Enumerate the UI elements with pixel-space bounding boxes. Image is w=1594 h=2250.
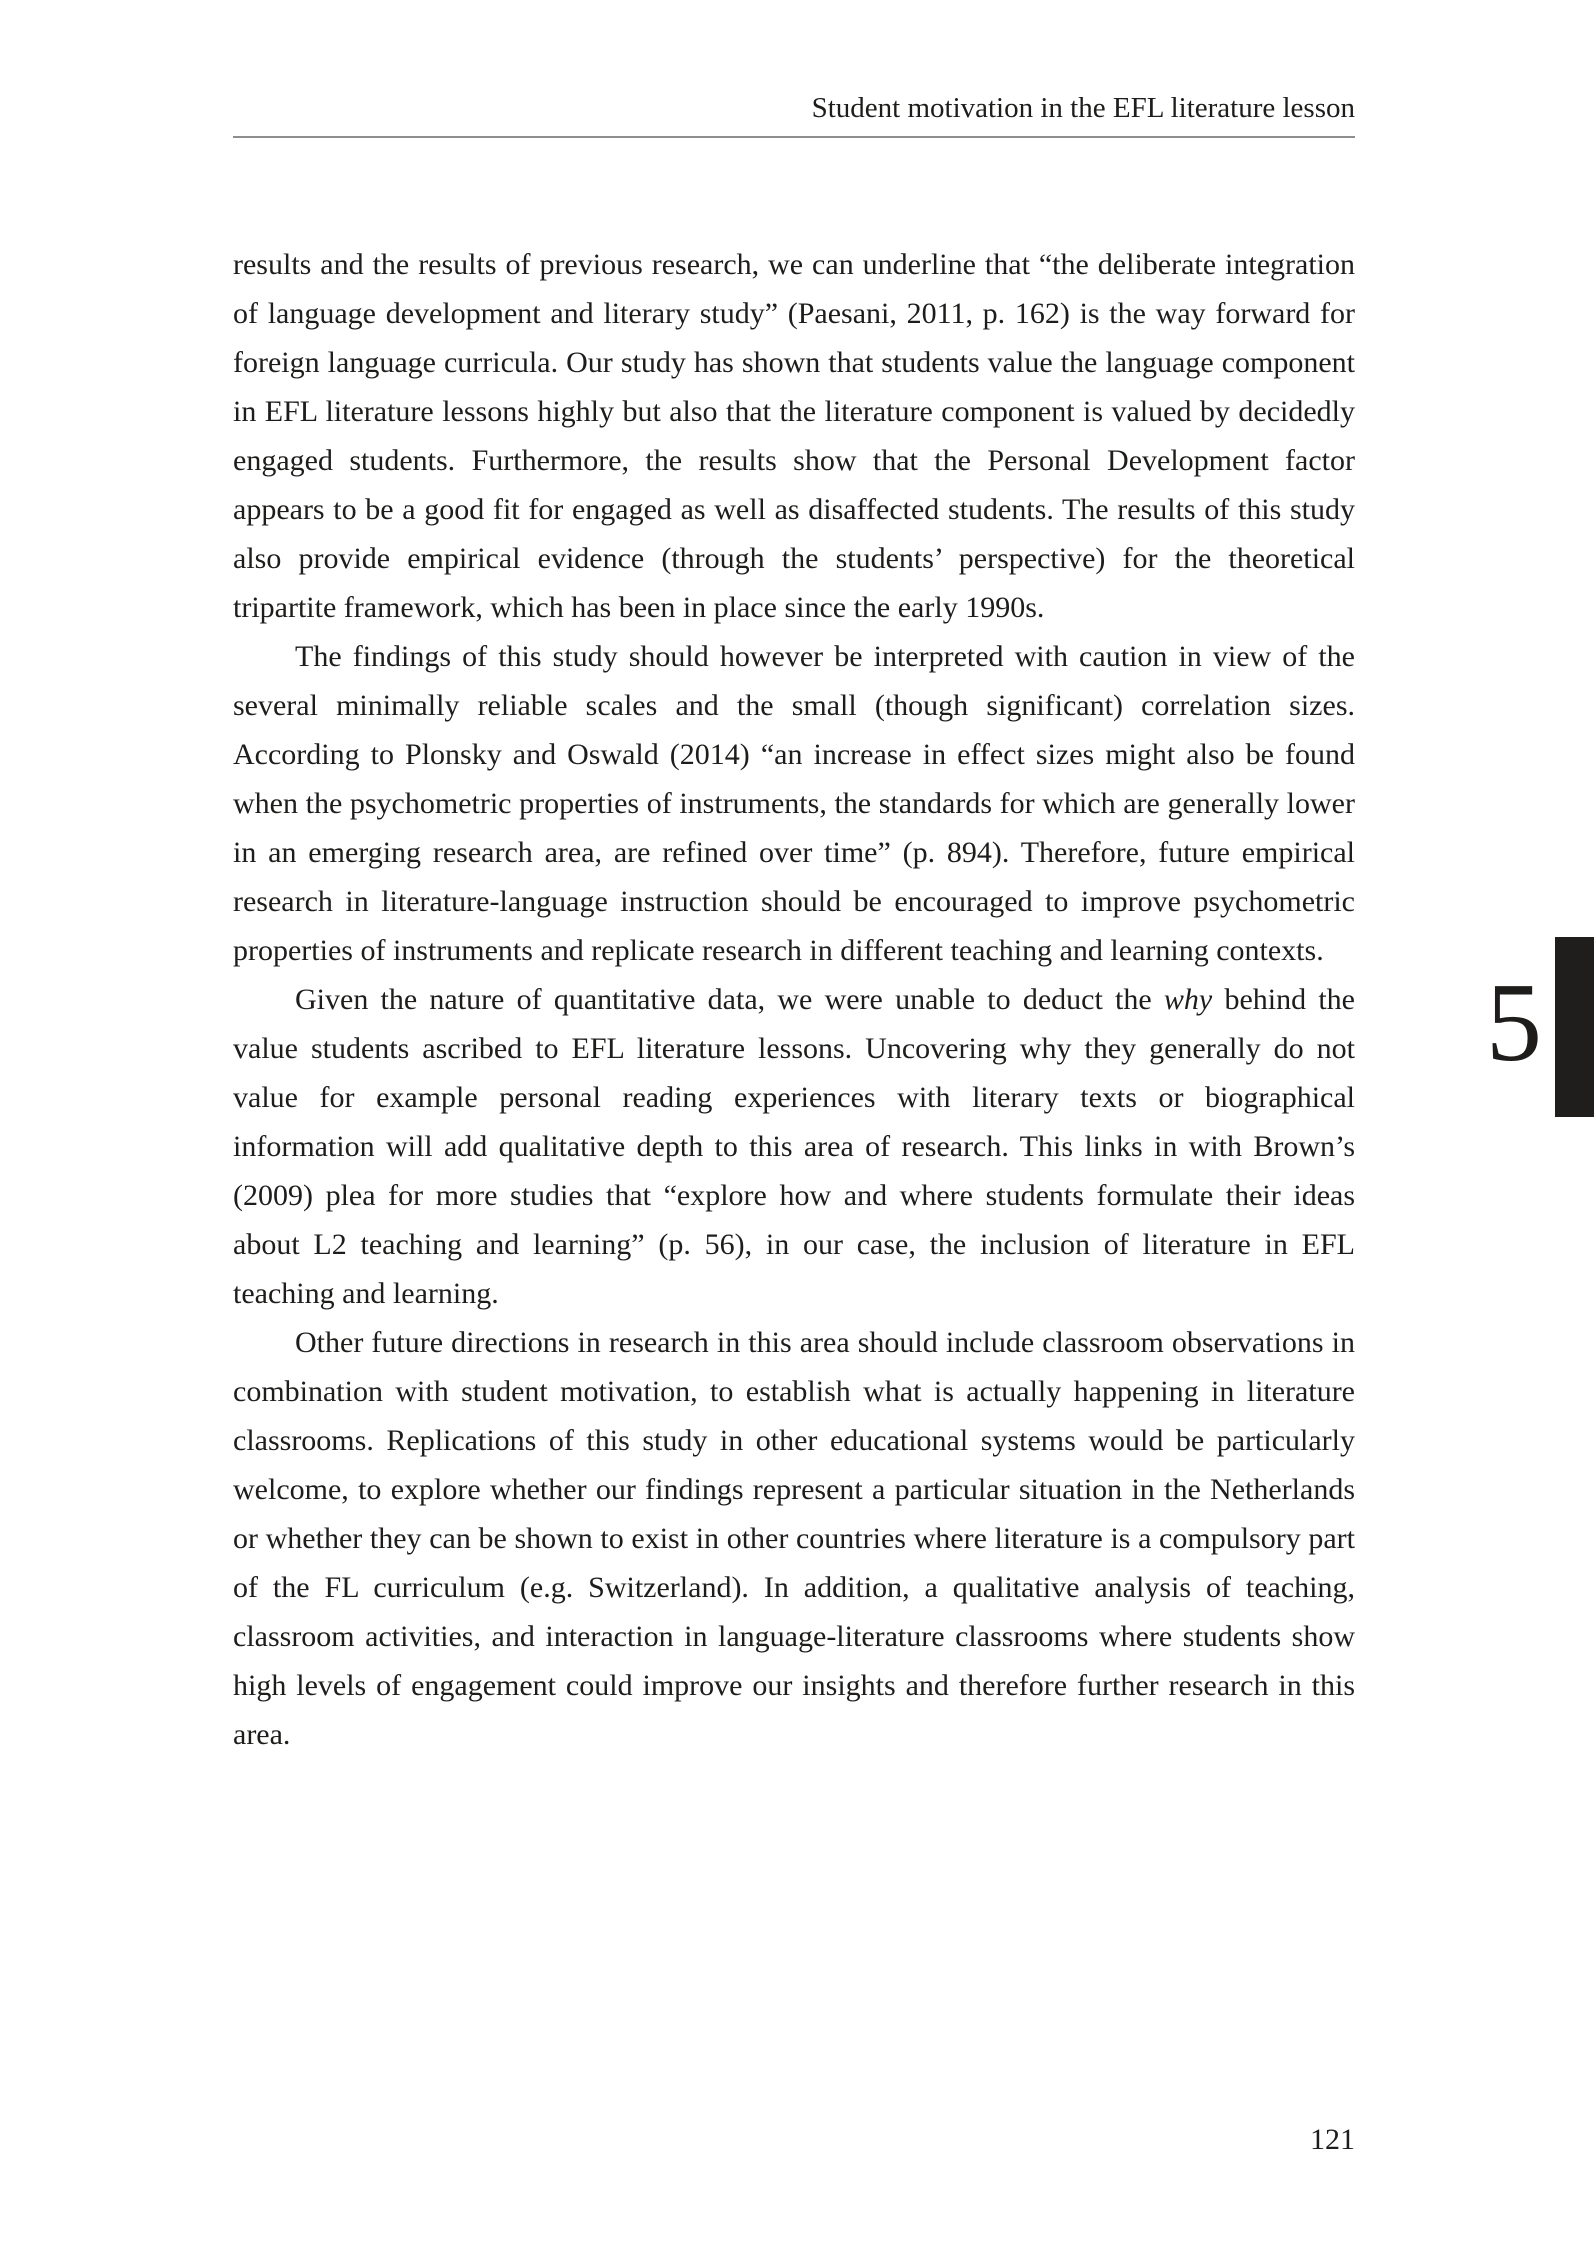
paragraph-1: results and the results of previous research, we can underline that “the deliberate integration of language development and literary study” (Paesani, 2011, p. 162) is the way forward for foreign language curricula. Our study has shown that students value the language component in EFL literature lessons highly but also that the literature component is valued by decidedly engaged students. Furthermore, the results show that the Personal Development factor appears to be a good fit for engaged as well as disaffected students. The results of this study also provide empirical evidence (through the students’ perspective) for the theoretical tripartite framework, which has been in place since the early 1990s.	[233, 248, 1355, 624]
body-text	[233, 240, 1355, 1759]
chapter-tab-bar	[1555, 937, 1594, 1117]
paragraph-4: Other future directions in research in this area should include classroom observations in combination with student motivation, to establish what is actually happening in literature classrooms. Replications of this study in other educational systems would be particularly welcome, to explore whether our findings represent a particular situation in the Netherlands or whether they can be shown to exist in other countries where literature is a compulsory part of the FL curriculum (e.g. Switzerland). In addition, a qualitative analysis of teaching, classroom activities, and interaction in language-literature classrooms where students show high levels of engagement could improve our insights and therefore further research in this area.	[233, 1326, 1355, 1751]
running-head: Student motivation in the EFL literature lesson	[811, 92, 1355, 124]
paragraph-3	[233, 975, 1355, 1318]
chapter-number: 5	[1486, 961, 1542, 1085]
paragraph-2: The findings of this study should however be interpreted with caution in view of the several minimally reliable scales and the small (though significant) correlation sizes. According to Plonsky and Oswald (2014) “an increase in effect sizes might also be found when the psychometric properties of instruments, the standards for which are generally lower in an emerging research area, are refined over time” (p. 894). Therefore, future empirical research in literature-language instruction should be encouraged to improve psychometric properties of instruments and replicate research in different teaching and learning contexts.	[233, 640, 1355, 967]
header-rule	[233, 136, 1355, 138]
paragraph-3-text-after: behind the value students ascribed to EFL literature lessons. Uncovering why they generally do not value for example personal reading experiences with literary texts or biographical information will add qualitative depth to this area of research. This links in with Brown’s (2009) plea for more studies that “explore how and where students formulate their ideas about L2 teaching and learning” (p. 56), in our case, the inclusion of literature in EFL teaching and learning.	[233, 983, 1355, 1310]
chapter-marker	[1486, 937, 1594, 1117]
paragraph-3-text-before: Given the nature of quantitative data, we were unable to deduct the	[295, 983, 1164, 1016]
page-number: 121	[1310, 2123, 1355, 2156]
paragraph-3-italic-word: why	[1163, 983, 1213, 1016]
